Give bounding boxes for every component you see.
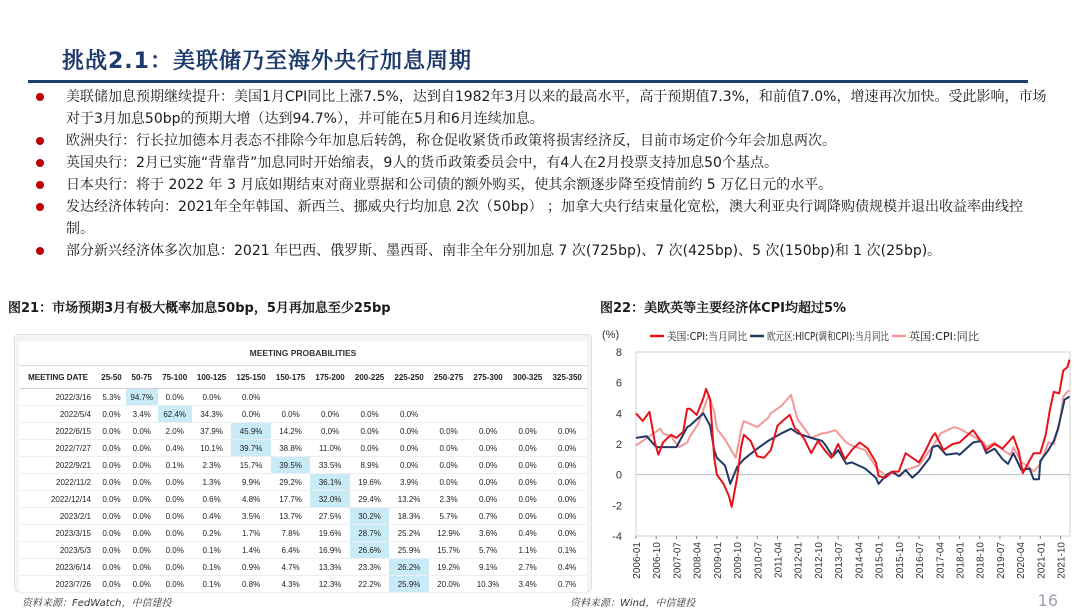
probability-cell <box>508 389 548 406</box>
probability-cell: 0.0% <box>508 474 548 491</box>
probability-cell: 20.0% <box>429 576 469 593</box>
meeting-date-cell: 2022/12/14 <box>19 491 97 508</box>
bullet-text: 日本央行：将于 2022 年 3 月底如期结束对商业票据和公司债的额外购买，使其余额逐步降至疫情前约 5 万亿日元的水平。 <box>66 177 833 193</box>
x-tick-label: 2009-01 <box>712 542 724 579</box>
x-tick-label: 2017-04 <box>935 542 947 579</box>
probability-cell: 0.6% <box>192 491 232 508</box>
legend-label: 欧元区:HICP(调和CPI):当月同比 <box>767 330 926 343</box>
probability-cell: 0.0% <box>97 440 126 457</box>
probability-cell: 12.9% <box>429 525 469 542</box>
probability-cell: 1.4% <box>231 542 271 559</box>
column-header-range: 75-100 <box>158 366 192 389</box>
column-header-range: 150-175 <box>271 366 311 389</box>
probability-cell: 13.7% <box>271 508 311 525</box>
x-tick-label: 2008-04 <box>692 542 704 579</box>
probability-cell: 0.0% <box>468 491 508 508</box>
x-tick-label: 2011-04 <box>773 542 785 578</box>
probability-cell: 0.0% <box>126 440 158 457</box>
probability-cell: 0.0% <box>271 406 311 423</box>
legend-label: 英国:CPI:同比 <box>909 330 978 343</box>
probability-cell: 5.7% <box>429 508 469 525</box>
probability-cell: 15.7% <box>429 542 469 559</box>
probability-cell: 0.0% <box>126 457 158 474</box>
probability-cell: 0.0% <box>158 576 192 593</box>
meeting-date-cell: 2023/6/14 <box>19 559 97 576</box>
probability-cell: 0.0% <box>547 457 587 474</box>
probability-cell: 0.4% <box>547 559 587 576</box>
probability-cell: 23.3% <box>350 559 390 576</box>
bullet-item <box>34 86 1050 130</box>
probability-cell: 36.1% <box>310 474 350 491</box>
x-tick-label: 2015-01 <box>874 542 886 579</box>
table-row <box>19 508 587 525</box>
x-tick-label: 2018-10 <box>975 542 987 579</box>
probability-cell: 1.1% <box>508 542 548 559</box>
probability-cell: 0.0% <box>547 491 587 508</box>
probability-cell: 0.0% <box>468 474 508 491</box>
plot-area <box>636 352 1070 536</box>
probability-cell: 0.0% <box>468 457 508 474</box>
meeting-date-cell: 2023/3/15 <box>19 525 97 542</box>
probability-cell: 0.0% <box>158 559 192 576</box>
probability-cell: 0.0% <box>547 423 587 440</box>
x-tick-label: 2013-07 <box>834 542 846 579</box>
meeting-date-cell: 2022/7/27 <box>19 440 97 457</box>
probability-cell: 0.0% <box>389 423 429 440</box>
y-unit-label: (%) <box>602 329 620 341</box>
probability-cell: 0.0% <box>158 389 192 406</box>
column-header-range: 225-250 <box>389 366 429 389</box>
probability-cell: 0.0% <box>350 406 390 423</box>
probability-cell: 0.0% <box>231 406 271 423</box>
probability-cell <box>547 389 587 406</box>
probability-cell: 2.7% <box>508 559 548 576</box>
probability-cell: 2.0% <box>158 423 192 440</box>
probability-cell <box>271 389 311 406</box>
probability-cell: 13.3% <box>310 559 350 576</box>
meeting-date-cell: 2022/9/21 <box>19 457 97 474</box>
bullet-text: 欧洲央行：行长拉加德本月表态不排除今年加息后转鸽，称仓促收紧货币政策将损害经济反，目前市场定价今年会加息两次。 <box>66 133 836 149</box>
probability-cell: 1.3% <box>192 474 232 491</box>
probability-cell: 34.3% <box>192 406 232 423</box>
probability-cell: 94.7% <box>126 389 158 406</box>
probability-cell: 30.2% <box>350 508 390 525</box>
probability-cell: 0.0% <box>97 508 126 525</box>
probability-cell: 0.1% <box>547 542 587 559</box>
probability-cell: 29.4% <box>350 491 390 508</box>
x-tick-label: 2007-07 <box>672 542 684 579</box>
meeting-date-cell: 2023/7/26 <box>19 576 97 593</box>
probability-cell: 4.8% <box>231 491 271 508</box>
bullet-dot-icon <box>36 247 44 255</box>
y-tick-label: 4 <box>615 408 622 421</box>
probability-cell: 2.3% <box>192 457 232 474</box>
y-tick-label: 0 <box>615 469 622 482</box>
probability-cell: 0.0% <box>429 423 469 440</box>
probability-cell: 0.0% <box>508 440 548 457</box>
x-tick-label: 2018-01 <box>955 542 967 579</box>
bullet-dot-icon <box>36 181 44 189</box>
slide-title: 挑战2.1：美联储乃至海外央行加息周期 <box>62 49 472 74</box>
bullet-dot-icon <box>36 137 44 145</box>
probability-cell: 26.6% <box>350 542 390 559</box>
probability-cell: 0.0% <box>350 423 390 440</box>
meeting-date-cell: 2022/11/2 <box>19 474 97 491</box>
probability-cell <box>389 389 429 406</box>
probability-cell: 0.0% <box>429 440 469 457</box>
column-header-range: 50-75 <box>126 366 158 389</box>
bullet-dot-icon <box>36 93 44 101</box>
probability-cell <box>468 406 508 423</box>
table-row <box>19 491 587 508</box>
probability-cell: 19.6% <box>350 474 390 491</box>
probability-cell: 28.7% <box>350 525 390 542</box>
probability-cell: 0.0% <box>97 576 126 593</box>
probability-cell: 0.0% <box>97 423 126 440</box>
probability-cell: 0.0% <box>97 525 126 542</box>
probability-cell <box>350 389 390 406</box>
probability-cell: 27.5% <box>310 508 350 525</box>
probability-cell: 0.1% <box>192 542 232 559</box>
y-tick-label: 2 <box>615 439 622 451</box>
probability-cell: 3.5% <box>231 508 271 525</box>
probability-cell: 0.0% <box>508 508 548 525</box>
bullet-item <box>34 174 1050 196</box>
probability-cell: 0.9% <box>231 559 271 576</box>
probability-cell: 0.0% <box>547 525 587 542</box>
probability-cell: 39.7% <box>231 440 271 457</box>
probability-cell: 32.0% <box>310 491 350 508</box>
probability-cell: 2.3% <box>429 491 469 508</box>
probability-cell: 0.0% <box>158 474 192 491</box>
probability-cell: 0.0% <box>231 389 271 406</box>
legend-label: 美国:CPI:当月同比 <box>667 330 758 343</box>
probability-cell: 3.4% <box>126 406 158 423</box>
probability-cell: 0.0% <box>97 559 126 576</box>
probability-cell: 0.0% <box>158 525 192 542</box>
probability-cell <box>468 389 508 406</box>
probability-cell: 9.1% <box>468 559 508 576</box>
x-tick-label: 2014-04 <box>854 542 866 579</box>
page-number: 16 <box>1037 591 1058 610</box>
figure-22-caption: 图22：美欧英等主要经济体CPI均超过5% <box>600 301 847 316</box>
probability-cell: 17.7% <box>271 491 311 508</box>
x-tick-label: 2021-10 <box>1056 542 1068 579</box>
probability-cell: 0.0% <box>468 423 508 440</box>
probability-cell: 25.9% <box>389 542 429 559</box>
table-row <box>19 406 587 423</box>
figure-21-source: 资料来源：FedWatch，中信建投 <box>22 598 172 609</box>
x-tick-label: 2010-07 <box>753 542 765 579</box>
probability-cell: 0.0% <box>389 406 429 423</box>
probability-cell: 0.0% <box>310 423 350 440</box>
probability-cell: 4.7% <box>271 559 311 576</box>
probability-cell: 33.5% <box>310 457 350 474</box>
probability-cell: 11.0% <box>310 440 350 457</box>
probability-cell: 38.8% <box>271 440 311 457</box>
probability-cell: 0.0% <box>97 491 126 508</box>
x-tick-label: 2015-10 <box>894 542 906 579</box>
probability-cell: 0.0% <box>126 474 158 491</box>
column-header-range: 275-300 <box>468 366 508 389</box>
probability-cell: 0.0% <box>126 559 158 576</box>
probability-cell: 0.0% <box>389 457 429 474</box>
probability-cell: 0.7% <box>547 576 587 593</box>
probability-cell: 14.2% <box>271 423 311 440</box>
probability-cell: 0.0% <box>97 457 126 474</box>
meeting-date-cell: 2022/3/16 <box>19 389 97 406</box>
probability-cell: 5.3% <box>97 389 126 406</box>
table-row <box>19 389 587 406</box>
probability-cell: 3.9% <box>389 474 429 491</box>
probability-cell: 12.3% <box>310 576 350 593</box>
meeting-date-cell: 2022/5/4 <box>19 406 97 423</box>
bullet-dot-icon <box>36 203 44 211</box>
probability-cell: 10.3% <box>468 576 508 593</box>
table-header-row <box>19 366 587 389</box>
probability-cell: 6.4% <box>271 542 311 559</box>
probability-cell: 0.0% <box>158 508 192 525</box>
table-row <box>19 542 587 559</box>
probability-cell <box>547 406 587 423</box>
probability-cell: 18.3% <box>389 508 429 525</box>
probability-cell <box>429 406 469 423</box>
x-tick-label: 2020-04 <box>1016 542 1028 579</box>
probability-cell: 0.0% <box>508 457 548 474</box>
cpi-line-chart <box>596 322 1080 594</box>
meeting-probabilities-table <box>19 341 587 593</box>
probability-cell: 19.6% <box>310 525 350 542</box>
probability-cell: 0.0% <box>547 508 587 525</box>
table-title: MEETING PROBABILITIES <box>19 341 587 366</box>
x-tick-label: 2019-07 <box>995 542 1007 579</box>
meeting-date-cell: 2023/5/3 <box>19 542 97 559</box>
column-header-range: 250-275 <box>429 366 469 389</box>
probability-cell: 62.4% <box>158 406 192 423</box>
probability-cell: 0.2% <box>192 525 232 542</box>
probability-cell: 13.2% <box>389 491 429 508</box>
bullet-text: 发达经济体转向：2021年全年韩国、新西兰、挪威央行均加息 2次（50bp） ；加拿大央行结束量化宽松，澳大利亚央行调降购债规模并退出收益率曲线控制。 <box>66 199 1024 237</box>
probability-cell: 45.9% <box>231 423 271 440</box>
probability-cell: 0.0% <box>126 508 158 525</box>
probability-cell: 0.0% <box>97 406 126 423</box>
bullet-item <box>34 196 1050 240</box>
column-header-range: 200-225 <box>350 366 390 389</box>
probability-cell: 0.7% <box>468 508 508 525</box>
probability-cell: 7.8% <box>271 525 311 542</box>
x-tick-label: 2009-10 <box>733 542 745 579</box>
probability-cell: 0.1% <box>158 457 192 474</box>
probability-cell <box>429 389 469 406</box>
table-body <box>19 389 587 593</box>
column-header-range: 325-350 <box>547 366 587 389</box>
probability-cell: 0.0% <box>126 576 158 593</box>
x-tick-label: 2006-10 <box>652 542 664 579</box>
probability-cell: 16.9% <box>310 542 350 559</box>
probability-cell <box>508 406 548 423</box>
probability-cell: 0.0% <box>310 406 350 423</box>
column-header-meeting-date: MEETING DATE <box>19 366 97 389</box>
figure-22-source: 资料来源：Wind，中信建投 <box>570 598 696 609</box>
column-header-range: 125-150 <box>231 366 271 389</box>
probability-cell: 0.8% <box>231 576 271 593</box>
meeting-probabilities-panel <box>14 334 592 592</box>
bullet-item <box>34 240 1050 262</box>
probability-cell: 0.0% <box>126 423 158 440</box>
probability-cell: 26.2% <box>389 559 429 576</box>
probability-cell <box>310 389 350 406</box>
column-header-range: 25-50 <box>97 366 126 389</box>
bullet-list <box>34 86 1050 262</box>
probability-cell: 37.9% <box>192 423 232 440</box>
probability-cell: 25.9% <box>389 576 429 593</box>
column-header-range: 300-325 <box>508 366 548 389</box>
probability-cell: 29.2% <box>271 474 311 491</box>
probability-cell: 0.0% <box>389 440 429 457</box>
probability-cell: 0.0% <box>508 423 548 440</box>
series-line <box>636 360 1070 507</box>
bullet-text: 英国央行：2月已实施“背靠背”加息同时开始缩表，9人的货币政策委员会中，有4人在2月投票支持加息50个基点。 <box>66 155 778 171</box>
probability-cell: 0.0% <box>158 491 192 508</box>
probability-cell: 0.0% <box>192 389 232 406</box>
probability-cell: 0.0% <box>126 491 158 508</box>
probability-cell: 0.0% <box>97 474 126 491</box>
probability-cell: 0.0% <box>126 542 158 559</box>
probability-cell: 0.0% <box>429 474 469 491</box>
y-tick-label: 6 <box>615 377 622 390</box>
probability-cell: 0.0% <box>508 491 548 508</box>
bullet-dot-icon <box>36 159 44 167</box>
probability-cell: 0.0% <box>126 525 158 542</box>
probability-cell: 3.4% <box>508 576 548 593</box>
probability-cell: 0.0% <box>350 440 390 457</box>
bullet-text: 部分新兴经济体多次加息：2021 年巴西、俄罗斯、墨西哥、南非全年分别加息 7 次(725bp)、7 次(425bp)、5 次(150bp)和 1 次(25bp)。 <box>66 243 942 259</box>
probability-cell: 0.0% <box>97 542 126 559</box>
bullet-item <box>34 130 1050 152</box>
table-row <box>19 525 587 542</box>
title-divider <box>28 80 1028 83</box>
y-tick-label: -2 <box>612 500 622 513</box>
table-row <box>19 440 587 457</box>
probability-cell: 4.3% <box>271 576 311 593</box>
probability-cell: 15.7% <box>231 457 271 474</box>
probability-cell: 10.1% <box>192 440 232 457</box>
probability-cell: 22.2% <box>350 576 390 593</box>
probability-cell: 0.0% <box>429 457 469 474</box>
probability-cell: 0.1% <box>192 559 232 576</box>
x-tick-label: 2012-10 <box>813 542 825 579</box>
meeting-date-cell: 2023/2/1 <box>19 508 97 525</box>
probability-cell: 8.9% <box>350 457 390 474</box>
probability-cell: 0.0% <box>158 542 192 559</box>
x-tick-label: 2016-07 <box>915 542 927 579</box>
probability-cell: 1.7% <box>231 525 271 542</box>
probability-cell: 0.0% <box>547 440 587 457</box>
probability-cell: 0.1% <box>192 576 232 593</box>
y-tick-label: -4 <box>612 531 622 543</box>
series-line <box>636 397 1070 484</box>
figure-21-caption: 图21：市场预期3月有极大概率加息50bp，5月再加息至少25bp <box>8 301 391 316</box>
probability-cell: 0.4% <box>508 525 548 542</box>
table-row <box>19 423 587 440</box>
probability-cell: 3.6% <box>468 525 508 542</box>
probability-cell: 0.4% <box>158 440 192 457</box>
probability-cell: 19.2% <box>429 559 469 576</box>
table-row <box>19 559 587 576</box>
column-header-range: 100-125 <box>192 366 232 389</box>
probability-cell: 39.5% <box>271 457 311 474</box>
table-row <box>19 576 587 593</box>
bullet-text: 美联储加息预期继续提升：美国1月CPI同比上涨7.5%，达到自1982年3月以来的最高水平，高于预期值7.3%，和前值7.0%，增速再次加快。受此影响，市场对于3月加息50bp的预期大增（达到94.7%），并可能在5月和6月连续加息。 <box>66 89 1047 127</box>
probability-cell: 0.4% <box>192 508 232 525</box>
probability-cell: 0.0% <box>547 474 587 491</box>
probability-cell: 25.2% <box>389 525 429 542</box>
x-tick-label: 2006-01 <box>632 542 643 579</box>
bullet-item <box>34 152 1050 174</box>
probability-cell: 9.9% <box>231 474 271 491</box>
column-header-range: 175-200 <box>310 366 350 389</box>
probability-cell: 5.7% <box>468 542 508 559</box>
y-tick-label: 8 <box>615 347 622 359</box>
x-tick-label: 2012-01 <box>793 542 805 579</box>
x-tick-label: 2021-01 <box>1036 542 1048 579</box>
meeting-date-cell: 2022/6/15 <box>19 423 97 440</box>
table-row <box>19 474 587 491</box>
table-row <box>19 457 587 474</box>
probability-cell: 0.0% <box>468 440 508 457</box>
